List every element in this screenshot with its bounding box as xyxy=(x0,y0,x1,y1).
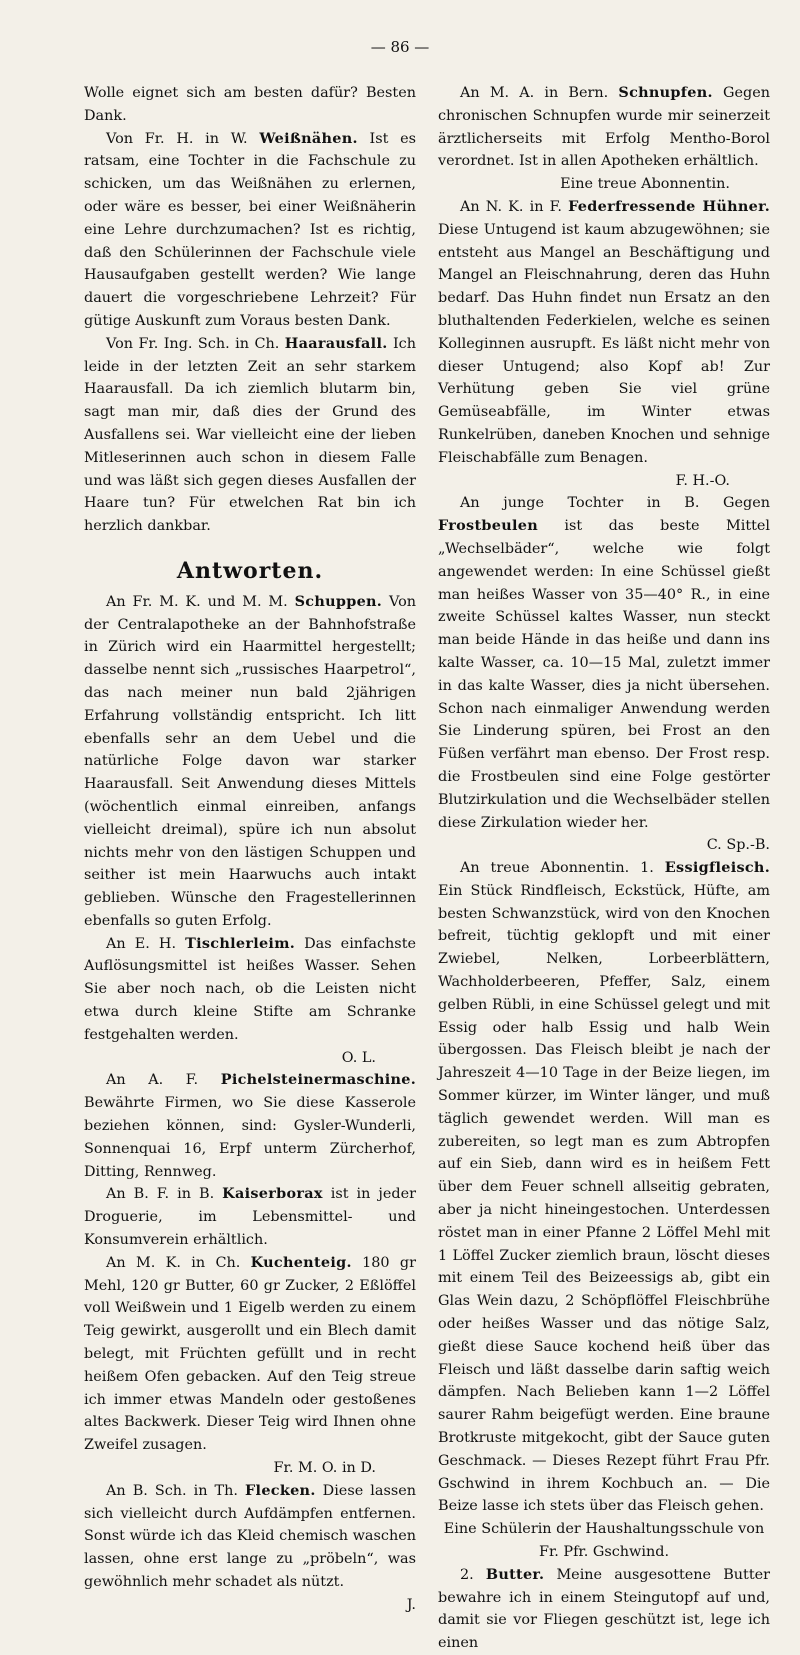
signature: O. L. xyxy=(341,1049,376,1066)
question-keyword: Weißnähen. xyxy=(259,129,358,147)
answer-addressee: An M. A. in Bern. xyxy=(460,85,609,101)
answer-addressee: An B. Sch. in Th. xyxy=(106,1482,238,1499)
answer-keyword: Schnupfen. xyxy=(618,84,713,101)
question-continuation: Wolle eignet sich am besten dafür? Besten Dank. xyxy=(84,85,416,124)
answer-text: ist das beste Mittel „Wechselbäder“, welche wie folgt angewendet werden: In eine Schüssel gießt man heißes Wasser von 35—40° R., in eine zweite Schüssel kaltes Wasser, nun steckt man beide Hände in das heiße und dann ins kalte Wasser, ca. 10—15 Mal, zuletzt immer in das kalte Wasser, dies ja nicht übersehen. Schon nach einmaliger Anwendung werden Sie Linderung spüren, bei Frost an den Füßen verfährt man ebenso. Der Frost resp. die Frostbeulen sind eine Folge gestörter Blutzirkulation und die Wechselbäder stellen diese Zirkulation wieder her. xyxy=(438,518,771,831)
answer-keyword: Butter. xyxy=(485,1565,545,1583)
answer-text: ist in jeder Droguerie, im Lebensmittel- und Konsumverein erhältlich. xyxy=(84,1186,417,1249)
answer-keyword: Flecken. xyxy=(245,1481,316,1499)
question-addressee: Von Fr. H. in W. xyxy=(106,130,248,147)
question-weissnaehen xyxy=(84,128,416,333)
answer-keyword: Kaiserborax xyxy=(222,1185,323,1203)
signature: Eine Schülerin der Haushaltungsschule von Fr. Pfr. Gschwind. xyxy=(443,1521,765,1560)
answer-keyword: Pichelsteinermaschine. xyxy=(220,1071,416,1089)
page-number: — 86 — xyxy=(370,38,430,56)
answer-keyword: Kuchenteig. xyxy=(250,1253,352,1271)
answers-heading: Antworten. xyxy=(176,557,324,584)
answer-frostbeulen xyxy=(438,492,770,834)
answer-text: Bewährte Firmen, wo Sie diese Kasserole beziehen können, sind: Gysler-Wunderli, Sonnenquai 16, Erpf unterm Zürcherhof, Ditting, Rennweg. xyxy=(84,1095,416,1180)
signature: Eine treue Abonnentin. xyxy=(560,176,730,193)
answer-addressee: An B. F. in B. xyxy=(106,1186,215,1203)
answer-pichelsteiner xyxy=(84,1069,416,1183)
answer-text: Diese Untugend ist kaum abzugewöhnen; sie entsteht aus Mangel an Beschäftigung und Mangel an Fleischnahrung, deren das Huhn bedarf. Das Huhn findet nun Ersatz an den bluthaltenden Federkielen, welche es seinen Kolleginnen ausrupft. Es läßt nicht mehr von dieser Untugend; also Kopf ab! Zur Verhütung geben Sie viel grüne Gemüseabfälle, im Winter etwas Runkelrüben, daneben Knochen und sehnige Fleischabfälle zum Benagen. xyxy=(438,221,770,466)
answer-addressee: 2. xyxy=(460,1566,474,1583)
answer-addressee: An junge Tochter in B. Gegen xyxy=(460,495,770,512)
right-column xyxy=(438,82,770,1655)
question-addressee: Von Fr. Ing. Sch. in Ch. xyxy=(106,335,280,352)
answer-keyword: Schuppen. xyxy=(294,592,383,610)
answer-keyword: Frostbeulen xyxy=(438,517,538,535)
answer-addressee: An N. K. in F. xyxy=(460,198,562,215)
answer-schnupfen xyxy=(438,82,770,173)
answer-text: Meine ausgesottene Butter bewahre ich in einem Steingutopf auf und, damit sie vor Fliegen geschützt ist, lege ich einen xyxy=(438,1566,770,1652)
question-text: Ich leide in der letzten Zeit an sehr starkem Haarausfall. Da ich ziemlich blutarm bin, sagt man mir, daß dies der Grund des Ausfallens sei. War vielleicht eine der lieben Mitleserinnen auch schon in diesem Falle und was läßt sich gegen dieses Ausfallen der Haare tun? Für etwelchen Rat bin ich herzlich dankbar. xyxy=(84,335,416,535)
answer-keyword: Federfressende Hühner. xyxy=(568,197,771,215)
signature: J. xyxy=(406,1596,416,1613)
answer-addressee: An E. H. xyxy=(106,935,177,952)
answer-schuppen xyxy=(84,591,416,933)
answer-text: Gegen chronischen Schnupfen wurde mir seinerzeit ärztlicherseits mit Erfolg Mentho-Borol verordnet. Ist in allen Apotheken erhältlich. xyxy=(438,85,770,170)
answer-flecken xyxy=(84,1480,416,1594)
answer-text: Das einfachste Auflösungsmittel ist heißes Wasser. Sehen Sie aber noch nach, ob die Leisten nicht etwa durch kleine Stifte am Schranke festgehalten werden. xyxy=(84,935,416,1043)
answer-addressee: An Fr. M. K. und M. M. xyxy=(106,593,288,610)
answer-text: 180 gr Mehl, 120 gr Butter, 60 gr Zucker, 2 Eßlöffel voll Weißwein und 1 Eigelb werden zu einem Teig gewirkt, ausgerollt und ein Blech damit belegt, mit Früchten gefüllt und in recht heißem Ofen gebacken. Auf den Teig streue ich immer etwas Mandeln oder gestoßenes altes Backwerk. Dieser Teig wird Ihnen ohne Zweifel zusagen. xyxy=(84,1254,416,1454)
answer-essigfleisch xyxy=(438,857,770,1518)
answer-text: Von der Centralapotheke an der Bahnhofstraße in Zürich wird ein Haarmittel hergestellt; dasselbe nennt sich „russisches Haarpetrol“, das nach meiner nun bald 2jährigen Erfahrung vollständig entspricht. Ich litt ebenfalls sehr an dem Uebel und die natürliche Folge davon war starker Haarausfall. Seit Anwendung dieses Mittels (wöchentlich einmal einreiben, anfangs vielleicht dreimal), spüre ich nun absolut nichts mehr von den lästigen Schuppen und seither ist mein Haarwuchs auch intakt geblieben. Wünsche den Fragestellerinnen ebenfalls so guten Erfolg. xyxy=(84,593,417,929)
answer-text: Ein Stück Rindfleisch, Eckstück, Hüfte, am besten Schwanzstück, wird von den Knochen befreit, tüchtig geklopft und mit einer Zwiebel, Nelken, Lorbeerblättern, Wachholderbeeren, Pfeffer, Salz, einem gelben Rübli, in eine Schüssel gelegt und mit Essig oder halb Essig und halb Wein übergossen. Das Fleisch bleibt je nach der Jahreszeit 4—10 Tage in der Beize liegen, im Sommer kürzer, im Winter länger, und muß täglich gewendet werden. Will man es zubereiten, so legt man es zum Abtropfen auf ein Sieb, dann wird es in heißem Fett über dem Feuer schnell allseitig gebraten, aber ja nicht hineingestochen. Unterdessen röstet man in einer Pfanne 2 Löffel Mehl mit 1 Löffel Zucker ziemlich braun, löscht dieses mit einem Teil des Beizeessigs ab, gibt ein Glas Wein dazu, 2 Schöpflöffel Fleischbrühe oder heißes Wasser und das nötige Salz, gießt diese Sauce kochend heiß über das Fleisch und läßt dasselbe darin saftig weich dämpfen. Nach Belieben kann 1—2 Löffel saurer Rahm beigefügt werden. Eine braune Brotkruste mitgekocht, gibt der Sauce guten Geschmack. — Dieses Rezept führt Frau Pfr. Gschwind in ihrem Kochbuch an. — Die Beize lasse ich stets über das Fleisch gehen. xyxy=(438,882,770,1515)
signature: Fr. M. O. in D. xyxy=(273,1460,376,1477)
answer-addressee: An A. F. xyxy=(106,1072,199,1089)
answer-keyword: Essigfleisch. xyxy=(664,859,770,877)
answer-addressee: An treue Abonnentin. 1. xyxy=(460,860,654,877)
question-text: Ist es ratsam, eine Tochter in die Fachschule zu schicken, um das Weißnähen zu erlernen, oder wäre es besser, bei einer Weißnäherin eine Lehre durchzumachen? Ist es richtig, daß den Schülerinnen der Fachschule viele Hausaufgaben gestellt werden? Wie lange dauert die vorgeschriebene Lehrzeit? Für gütige Auskunft zum Voraus besten Dank. xyxy=(84,130,416,329)
answer-kuchenteig xyxy=(84,1252,416,1457)
answer-tischlerleim xyxy=(84,933,416,1047)
answer-huehner xyxy=(438,196,770,470)
signature: F. H.-O. xyxy=(675,472,730,489)
question-haarausfall xyxy=(84,333,416,538)
signature: C. Sp.-B. xyxy=(706,837,770,854)
answer-keyword: Tischlerleim. xyxy=(185,934,296,952)
columns xyxy=(84,82,770,1655)
answer-text: Diese lassen sich vielleicht durch Aufdämpfen entfernen. Sonst würde ich das Kleid chemisch waschen lassen, ohne erst lange zu „pröbeln“, was gewöhnlich mehr schadet als nützt. xyxy=(84,1482,416,1590)
left-column xyxy=(84,82,416,1655)
answer-kaiserborax xyxy=(84,1183,416,1251)
answer-addressee: An M. K. in Ch. xyxy=(106,1254,241,1271)
answer-butter xyxy=(438,1564,770,1655)
question-keyword: Haarausfall. xyxy=(284,334,388,352)
